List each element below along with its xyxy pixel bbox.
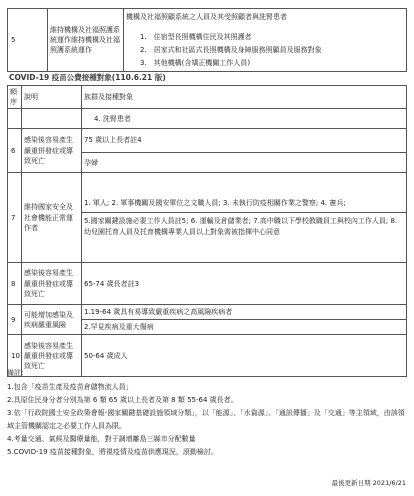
target-line: 1. 軍人; 2. 軍事機關及國安單位之文職人員; 3. 未執行防疫相關作業之警察; 4. 憲兵; <box>82 195 406 213</box>
table-row <box>8 173 407 263</box>
list-item: 1. 住宿型長照機構住民及其照護者 <box>140 32 252 41</box>
row-description: 可能增加感染及疾病嚴重風險 <box>22 305 82 335</box>
row-targets <box>82 109 407 129</box>
row-description: 感染後容易產生嚴重併發症或導致死亡 <box>22 335 82 377</box>
note-item: 1.包含「疫苗生產及疫苗倉儲物流人員」 <box>7 383 133 392</box>
list-item: 4. 洗腎患者 <box>94 114 131 123</box>
target-line: 1.19-64 歲具有易導致嚴重疾病之高風險疾病者 <box>82 305 406 320</box>
target-line: 50-64 歲成人 <box>84 351 128 360</box>
list-item: 2. 居家式和社區式長照機構及身障服務照顧員及服務對象 <box>140 46 322 54</box>
target-line: 2.罕見疾病及重大傷病 <box>84 323 154 332</box>
row-description: 感染後容易產生嚴重併發症或導致死亡 <box>22 129 82 173</box>
row-description: 維持國家安全及社會機能正常運作者 <box>22 173 82 263</box>
priority-table <box>7 85 407 378</box>
note-item: 5.COVID-19 疫苗接種對象，將視疫情及疫苗供應現況，滾動檢討。 <box>7 448 218 457</box>
targets-intro: 機構及社福照顧系統之人員及其受照顧者與洗腎患者 <box>126 12 287 21</box>
table-row <box>8 109 407 129</box>
row-targets <box>124 9 407 72</box>
target-line: 75 歲以上長者註4 <box>82 129 406 153</box>
section-heading: COVID-19 疫苗公費接種對象(110.6.21 版) <box>9 73 166 82</box>
target-line: 5.國家關鍵設施必要工作人員註5; 6. 運輸及倉儲業者; 7.高中職以下學校教職員工與校內工作人員; 8.幼兒園托育人員及托育機構專業人員以上對象需被指揮中心同意 <box>84 216 398 236</box>
note-item: 2.具原住民身分者分別為第 6 類 65 歲以上長者及第 8 類 55-64 歲長者。 <box>7 396 238 405</box>
row-number: 9 <box>8 305 22 335</box>
note-item: 4.考量交通、氣候及醫療量能，對于調增離島三縣市分配數量 <box>7 435 196 444</box>
notes-title: 備註： <box>7 369 28 377</box>
row-number: 8 <box>8 263 22 305</box>
column-header-targets: 族群及接種對象 <box>82 85 407 108</box>
row-number: 10 <box>8 335 22 377</box>
table-header-row <box>8 85 407 108</box>
column-header-description: 說明 <box>22 85 82 108</box>
row-description: 維持機構及社福照護系統運作維持機構及社福照護系統運作 <box>48 9 124 72</box>
top-table <box>7 8 407 72</box>
table-row <box>8 263 407 305</box>
table-row <box>8 9 407 72</box>
vaccine-priority-document <box>7 8 406 377</box>
row-targets <box>82 129 407 173</box>
row-description: 感染後容易產生嚴重併發症或導致死亡 <box>22 263 82 305</box>
target-line: 孕婦 <box>84 159 98 168</box>
row-number: 7 <box>8 173 22 263</box>
row-targets <box>82 305 407 335</box>
list-item: 3. 其他機構(含矯正機關工作人員) <box>140 59 251 68</box>
target-line: 65-74 歲長者註3 <box>84 279 140 288</box>
table-row <box>8 305 407 335</box>
note-item: 3.依「行政院國土安全政策會報-國家關鍵基礎設施領域分類」，以「能源」、「水資源」、「通訊傳播」及「交通」等主領域，由該領域主管機關認定之必要工作人員為限。 <box>7 409 405 431</box>
row-number: 6 <box>8 129 22 173</box>
table-row <box>8 129 407 173</box>
column-header-order: 順序 <box>8 85 22 108</box>
notes-section <box>7 368 406 459</box>
row-targets <box>82 173 407 263</box>
last-updated: 最後更新日期 2021/6/21 <box>331 479 406 487</box>
row-number: 5 <box>8 9 48 72</box>
row-targets <box>82 263 407 305</box>
